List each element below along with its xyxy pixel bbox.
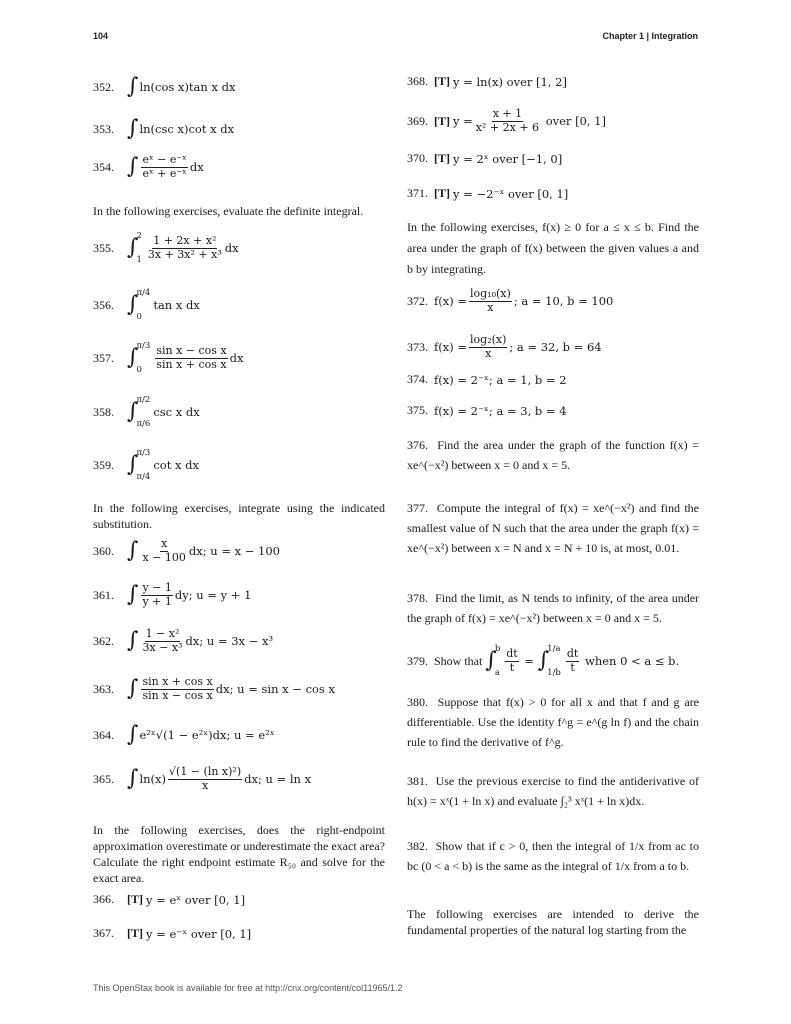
- exercise-text: Show that if c > 0, then the integral of 1/x from ac to bc (0 < a < b) is the same as the integral of 1/x from a to b.: [407, 839, 700, 873]
- exercise-381: [407, 771, 699, 811]
- technology-tag: [T]: [127, 892, 143, 906]
- exercise-expression: y = eˣ over [0, 1]: [146, 892, 246, 907]
- denominator: sin x + cos x: [156, 357, 227, 371]
- exercise-357: [93, 341, 385, 375]
- integral-sign: ∫: [127, 154, 139, 180]
- exercise-371: [407, 186, 699, 201]
- fraction: [141, 154, 187, 180]
- exercise-number: 382.: [407, 839, 428, 853]
- integral-sign: ∫: [127, 345, 139, 370]
- exercise-373: [407, 334, 699, 360]
- numerator: √(1 − (ln x)²): [169, 765, 242, 778]
- exercise-number: 366.: [93, 892, 114, 906]
- exercise-375: [407, 403, 699, 418]
- exercise-number: 353.: [93, 121, 114, 136]
- exercise-374: [407, 372, 699, 387]
- fraction: [505, 648, 518, 674]
- instruction-right-endpoint: In the following exercises, does the right-endpoint approximation overestimate or underestimate the exact area? Calculate the right endpoint estimate R₅₀ and solve for the exact area.: [93, 823, 385, 885]
- exercise-362: [93, 628, 385, 654]
- lower-limit: 0: [136, 312, 142, 322]
- technology-tag: [T]: [434, 151, 450, 165]
- exercise-number: 374.: [407, 372, 428, 386]
- expression-tail: ; a = 10, b = 100: [513, 294, 614, 309]
- integral-sign: ∫: [127, 766, 139, 792]
- fraction: [168, 766, 242, 792]
- instruction-area: In the following exercises, f(x) ≥ 0 for a ≤ x ≤ b. Find the area under the graph of f(x) between the given values a and b by integrating.: [407, 220, 699, 276]
- lower-limit: π/6: [136, 419, 151, 429]
- upper-limit: π/3: [136, 341, 151, 351]
- chapter-title: Chapter 1 | Integration: [602, 31, 698, 41]
- exercise-expression: y = ln(x) over [1, 2]: [453, 74, 567, 89]
- technology-tag: [T]: [434, 113, 450, 128]
- exercise-352: [93, 76, 385, 98]
- exercise-number: 371.: [407, 186, 428, 200]
- denominator: t: [509, 660, 515, 674]
- exercise-number: 357.: [93, 350, 114, 365]
- integral-sign: ∫: [127, 538, 139, 564]
- exercise-text: Compute the integral of f(x) = xe^(−x²) and find the smallest value of N such that the area under the graph f(x) = xe^(−x²) between x = N and x = N + 10 is, at most, 0.01.: [407, 501, 699, 555]
- integral-sign: ∫: [127, 582, 139, 608]
- exercise-expression: ln(cos x)tan x dx: [139, 80, 236, 94]
- numerator: eˣ − e⁻ˣ: [142, 153, 187, 166]
- exercise-363: [93, 676, 385, 702]
- fraction: [469, 288, 512, 314]
- integral-sign: ∫: [127, 74, 139, 99]
- exercise-number: 379.: [407, 653, 428, 668]
- expression-tail: dx: [224, 241, 239, 255]
- numerator: 1 − x²: [145, 627, 180, 640]
- exercise-expression: f(x) = 2⁻ˣ; a = 1, b = 2: [434, 372, 567, 387]
- technology-tag: [T]: [434, 186, 450, 200]
- integral-limits: [136, 288, 150, 322]
- exercise-378: [407, 588, 699, 628]
- denominator: x² + 2x + 6: [475, 120, 540, 134]
- upper-limit: 1/a: [547, 644, 561, 654]
- fraction: [155, 345, 227, 371]
- numerator: 1 + 2x + x²: [153, 233, 217, 247]
- exercise-365: [93, 766, 385, 792]
- expression-tail: dx; u = ln x: [244, 772, 312, 787]
- denominator: 3x + 3x² + x³: [147, 247, 222, 261]
- exercise-text: Use the previous exercise to find the antiderivative of h(x) = xˣ(1 + ln x) and evaluate ∫₂³ xˣ(1 + ln x)dx.: [407, 774, 700, 808]
- lower-limit: 1: [136, 255, 142, 265]
- footer-notice: This OpenStax book is available for free at http://cnx.org/content/col11965/1.2: [93, 983, 403, 993]
- expression-tail: when 0 < a ≤ b.: [585, 654, 680, 668]
- exercise-number: 358.: [93, 404, 114, 419]
- expression-tail: dx; u = sin x − cos x: [215, 682, 335, 697]
- instruction-definite: In the following exercises, evaluate the definite integral.: [93, 204, 364, 218]
- exercise-367: [93, 926, 385, 941]
- exercise-354: [93, 154, 385, 180]
- technology-tag: [T]: [127, 926, 143, 940]
- numerator: dt: [566, 646, 579, 660]
- upper-limit: π/2: [136, 395, 151, 405]
- denominator: x: [201, 778, 209, 792]
- exercise-number: 352.: [93, 79, 114, 94]
- exercise-372: [407, 288, 699, 314]
- exercise-370: [407, 151, 699, 166]
- exercise-number: 363.: [93, 681, 114, 696]
- exercise-number: 372.: [407, 293, 428, 308]
- expression-tail: over [0, 1]: [545, 114, 606, 129]
- exercise-number: 362.: [93, 633, 114, 648]
- denominator: eˣ + e⁻ˣ: [142, 166, 187, 180]
- exercise-379: 379. Show that ∫ b a $\frac{dt}{t}$ = ∫ 1/a 1/b $\frac{dt}{t}$ when 0 < a ≤ b.: [407, 644, 680, 678]
- exercise-expression: y = 2ˣ over [−1, 0]: [453, 151, 563, 166]
- exercise-382: [407, 836, 699, 876]
- exercise-number: 368.: [407, 74, 428, 88]
- denominator: x: [485, 346, 492, 360]
- numerator: sin x − cos x: [156, 343, 227, 357]
- denominator: sin x − cos x: [142, 688, 213, 702]
- expression-prefix: ln(x): [139, 772, 167, 787]
- integral-sign: ∫: [127, 722, 139, 747]
- exercise-number: 370.: [407, 151, 428, 165]
- denominator: 3x − x³: [142, 640, 183, 654]
- fraction: [141, 538, 186, 564]
- exercise-380: [407, 692, 699, 752]
- expression-tail: dx; u = 3x − x³: [185, 634, 274, 649]
- expression-tail: dx; u = x − 100: [188, 544, 281, 559]
- upper-limit: 2: [136, 231, 142, 241]
- exercise-364: [93, 724, 385, 746]
- exercise-355: [93, 231, 385, 265]
- expression-prefix: f(x) =: [434, 340, 468, 355]
- exercise-361: [93, 582, 385, 608]
- exercise-number: 360.: [93, 543, 114, 558]
- integral-sign: ∫: [485, 648, 497, 673]
- exercise-366: [93, 892, 385, 907]
- exercise-number: 365.: [93, 771, 114, 786]
- numerator: dt: [506, 646, 518, 660]
- expression-prefix: f(x) =: [434, 294, 468, 309]
- exercise-number: 367.: [93, 926, 114, 940]
- exercise-expression: tan x dx: [153, 298, 200, 312]
- exercise-expression: cot x dx: [153, 458, 199, 472]
- numerator: log₂(x): [470, 333, 507, 346]
- exercise-369: [407, 108, 699, 134]
- exercise-expression: y = e⁻ˣ over [0, 1]: [146, 926, 252, 941]
- exercise-376: [407, 435, 699, 475]
- exercise-number: 355.: [93, 240, 114, 255]
- exercise-360: [93, 538, 385, 564]
- integral-sign: ∫: [127, 116, 139, 141]
- integral-limits: [136, 448, 150, 482]
- exercise-expression: csc x dx: [153, 405, 200, 419]
- fraction: [475, 108, 540, 134]
- lower-limit: 0: [136, 365, 142, 375]
- upper-limit: b: [494, 644, 501, 654]
- exercise-number: 354.: [93, 159, 114, 174]
- exercise-number: 375.: [407, 403, 428, 417]
- exercise-number: 378.: [407, 591, 428, 605]
- integral-sign: ∫: [127, 676, 139, 702]
- instruction-substitution: In the following exercises, integrate using the indicated substitution.: [93, 501, 385, 531]
- integral-limits: [136, 231, 141, 265]
- expression-prefix: y =: [453, 114, 473, 129]
- technology-tag: [T]: [434, 74, 450, 88]
- exercise-expression: f(x) = 2⁻ˣ; a = 3, b = 4: [434, 403, 567, 418]
- lower-limit: 1/b: [547, 668, 561, 678]
- exercise-377: [407, 498, 699, 558]
- exercise-number: 376.: [407, 438, 428, 452]
- upper-limit: π/4: [136, 288, 151, 298]
- denominator: x − 100: [142, 550, 186, 564]
- exercise-358: [93, 395, 385, 429]
- denominator: y + 1: [142, 594, 172, 608]
- fraction: [566, 648, 579, 674]
- lower-limit: a: [494, 668, 500, 678]
- integral-sign: ∫: [127, 452, 139, 477]
- fraction: [469, 334, 507, 360]
- denominator: x: [487, 300, 494, 314]
- instruction-natural-log: The following exercises are intended to derive the fundamental properties of the natural log starting from the: [407, 907, 699, 937]
- expression-tail: dx: [189, 160, 204, 175]
- integral-sign: ∫: [127, 292, 139, 317]
- exercise-text: Find the limit, as N tends to infinity, of the area under the graph of f(x) = xe^(−x²) between x = 0 and x = 5.: [407, 591, 700, 625]
- exercise-359: [93, 448, 385, 482]
- integral-sign: ∫: [537, 648, 550, 673]
- integral-limits: [136, 341, 150, 375]
- denominator: t: [570, 660, 575, 674]
- expression-prefix: Show that: [434, 653, 483, 668]
- exercise-number: 361.: [93, 587, 114, 602]
- exercise-353: [93, 118, 385, 140]
- exercise-number: 377.: [407, 501, 428, 515]
- lower-limit: π/4: [136, 472, 151, 482]
- fraction: [141, 628, 183, 654]
- exercise-text: Find the area under the graph of the function f(x) = xe^(−x²) between x = 0 and x = 5.: [407, 438, 699, 472]
- exercise-number: 380.: [407, 695, 428, 709]
- numerator: x: [161, 537, 168, 550]
- integral-limits: [495, 644, 500, 678]
- integral-limits: [136, 395, 150, 429]
- fraction: [147, 235, 223, 261]
- integral-limits: [547, 644, 561, 678]
- exercise-expression: ln(csc x)cot x dx: [139, 122, 235, 136]
- exercise-number: 356.: [93, 297, 114, 312]
- exercise-368: [407, 74, 699, 89]
- upper-limit: π/3: [136, 448, 151, 458]
- fraction: [141, 582, 172, 608]
- exercise-number: 369.: [407, 113, 428, 128]
- numerator: sin x + cos x: [142, 675, 213, 688]
- exercise-expression: e²ˣ√(1 − e²ˣ)dx; u = e²ˣ: [139, 728, 275, 742]
- expression-tail: dx: [229, 351, 244, 365]
- fraction: [141, 676, 213, 702]
- exercise-number: 373.: [407, 339, 428, 354]
- integral-sign: ∫: [127, 235, 139, 260]
- exercise-number: 364.: [93, 727, 114, 742]
- page-number: 104: [93, 31, 109, 41]
- numerator: log₁₀(x): [470, 287, 511, 300]
- exercise-number: 381.: [407, 774, 428, 788]
- exercise-text: Suppose that f(x) > 0 for all x and that f and g are differentiable. Use the identity f^g = e^(g ln f) and the chain rule to find the derivative of f^g.: [407, 695, 699, 749]
- exercise-number: 359.: [93, 457, 114, 472]
- expression-tail: dy; u = y + 1: [174, 588, 252, 603]
- exercise-356: [93, 288, 385, 322]
- numerator: y − 1: [142, 581, 172, 594]
- integral-sign: ∫: [127, 628, 139, 654]
- exercise-expression: y = −2⁻ˣ over [0, 1]: [453, 186, 569, 201]
- integral-sign: ∫: [127, 399, 139, 424]
- numerator: x + 1: [492, 107, 523, 120]
- expression-tail: ; a = 32, b = 64: [509, 340, 602, 355]
